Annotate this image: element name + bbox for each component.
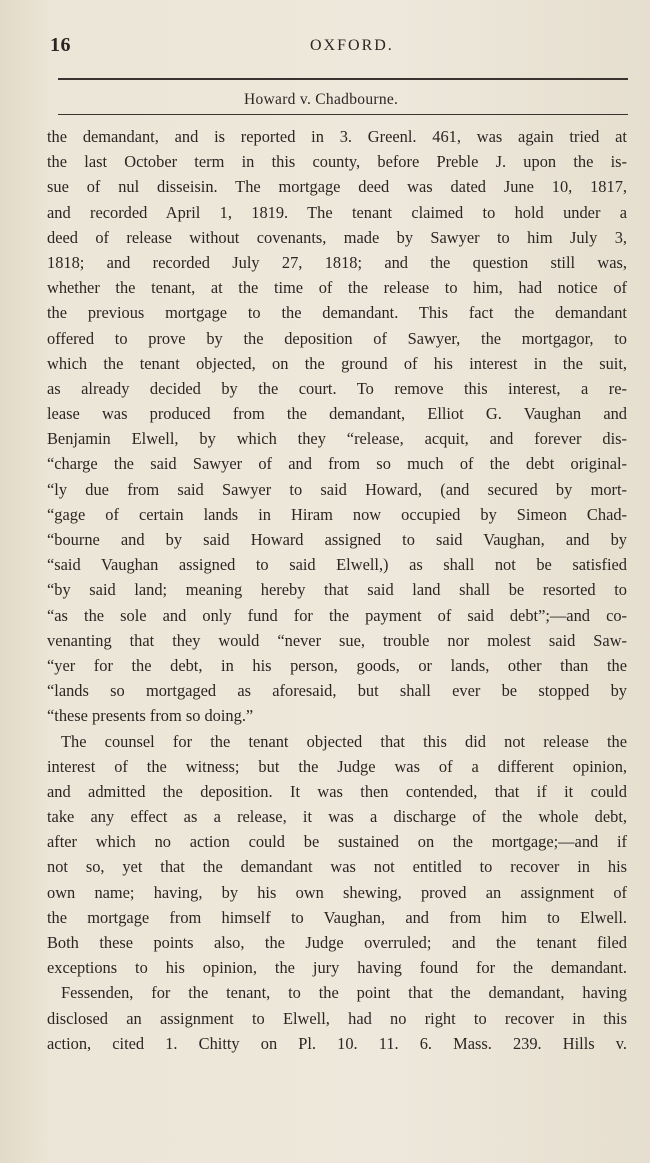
text-line: the last October term in this county, before Preble J. upon the is-: [47, 152, 627, 172]
text-line: “charge the said Sawyer of and from so much of the debt original-: [47, 454, 627, 474]
text-line: Fessenden, for the tenant, to the point that the demandant, having: [61, 983, 627, 1003]
text-line: “as the sole and only fund for the payment of said debt”;—and co-: [47, 605, 627, 625]
text-line: “said Vaughan assigned to said Elwell,) as shall not be satisfied: [47, 555, 627, 575]
text-line: “gage of certain lands in Hiram now occupied by Simeon Chad-: [47, 504, 627, 524]
text-line: exceptions to his opinion, the jury having found for the demandant.: [47, 958, 627, 978]
body-text: [47, 124, 627, 1056]
page-number: 16: [50, 34, 71, 56]
running-title: OXFORD.: [310, 37, 394, 54]
text-line: The counsel for the tenant objected that this did not release the: [61, 731, 627, 751]
text-line: “bourne and by said Howard assigned to said Vaughan, and by: [47, 530, 627, 549]
text-line: as already decided by the court. To remove this interest, a re-: [47, 378, 627, 398]
text-line: and recorded April 1, 1819. The tenant claimed to hold under a: [47, 202, 627, 222]
text-line: venanting that they would “never sue, trouble nor molest said Saw-: [47, 630, 627, 650]
text-line: 1818; and recorded July 27, 1818; and the question still was,: [47, 252, 627, 272]
text-line: “these presents from so doing.”: [47, 706, 254, 726]
header-rule-bottom: [58, 114, 628, 115]
text-line: the previous mortgage to the demandant. This fact the demandant: [47, 303, 627, 323]
text-line: disclosed an assignment to Elwell, had no right to recover in this: [47, 1008, 627, 1028]
text-line: Benjamin Elwell, by which they “release, acquit, and forever dis-: [47, 429, 627, 449]
text-line: take any effect as a release, it was a discharge of the whole debt,: [47, 807, 627, 827]
text-line: interest of the witness; but the Judge was of a different opinion,: [47, 756, 627, 776]
text-line: whether the tenant, at the time of the release to him, had notice of: [47, 278, 627, 298]
case-title: Howard v. Chadbourne.: [244, 91, 399, 108]
text-line: and admitted the deposition. It was then contended, that if it could: [47, 781, 627, 801]
text-line: action, cited 1. Chitty on Pl. 10. 11. 6. Mass. 239. Hills v.: [47, 1033, 627, 1053]
page-header: [50, 34, 610, 58]
text-line: deed of release without covenants, made by Sawyer to him July 3,: [47, 227, 627, 247]
text-line: after which no action could be sustained on the mortgage;—and if: [47, 832, 627, 852]
text-line: lease was produced from the demandant, Elliot G. Vaughan and: [47, 404, 627, 424]
text-line: offered to prove by the deposition of Sawyer, the mortgagor, to: [47, 328, 627, 348]
text-line: which the tenant objected, on the ground of his interest in the suit,: [47, 353, 627, 373]
text-line: the demandant, and is reported in 3. Greenl. 461, was again tried at: [47, 127, 627, 146]
text-line: “by said land; meaning hereby that said land shall be resorted to: [47, 580, 627, 600]
text-line: “yer for the debt, in his person, goods, or lands, other than the: [47, 655, 627, 675]
header-rule-top: [58, 78, 628, 80]
text-line: Both these points also, the Judge overruled; and the tenant filed: [47, 933, 627, 952]
text-line: own name; having, by his own shewing, proved an assignment of: [47, 882, 627, 902]
text-line: sue of nul disseisin. The mortgage deed was dated June 10, 1817,: [47, 177, 627, 197]
text-line: the mortgage from himself to Vaughan, and from him to Elwell.: [47, 907, 627, 927]
text-line: “lands so mortgaged as aforesaid, but shall ever be stopped by: [47, 681, 627, 701]
text-line: not so, yet that the demandant was not entitled to recover in his: [47, 857, 627, 877]
text-line: “ly due from said Sawyer to said Howard, (and secured by mort-: [47, 479, 627, 499]
